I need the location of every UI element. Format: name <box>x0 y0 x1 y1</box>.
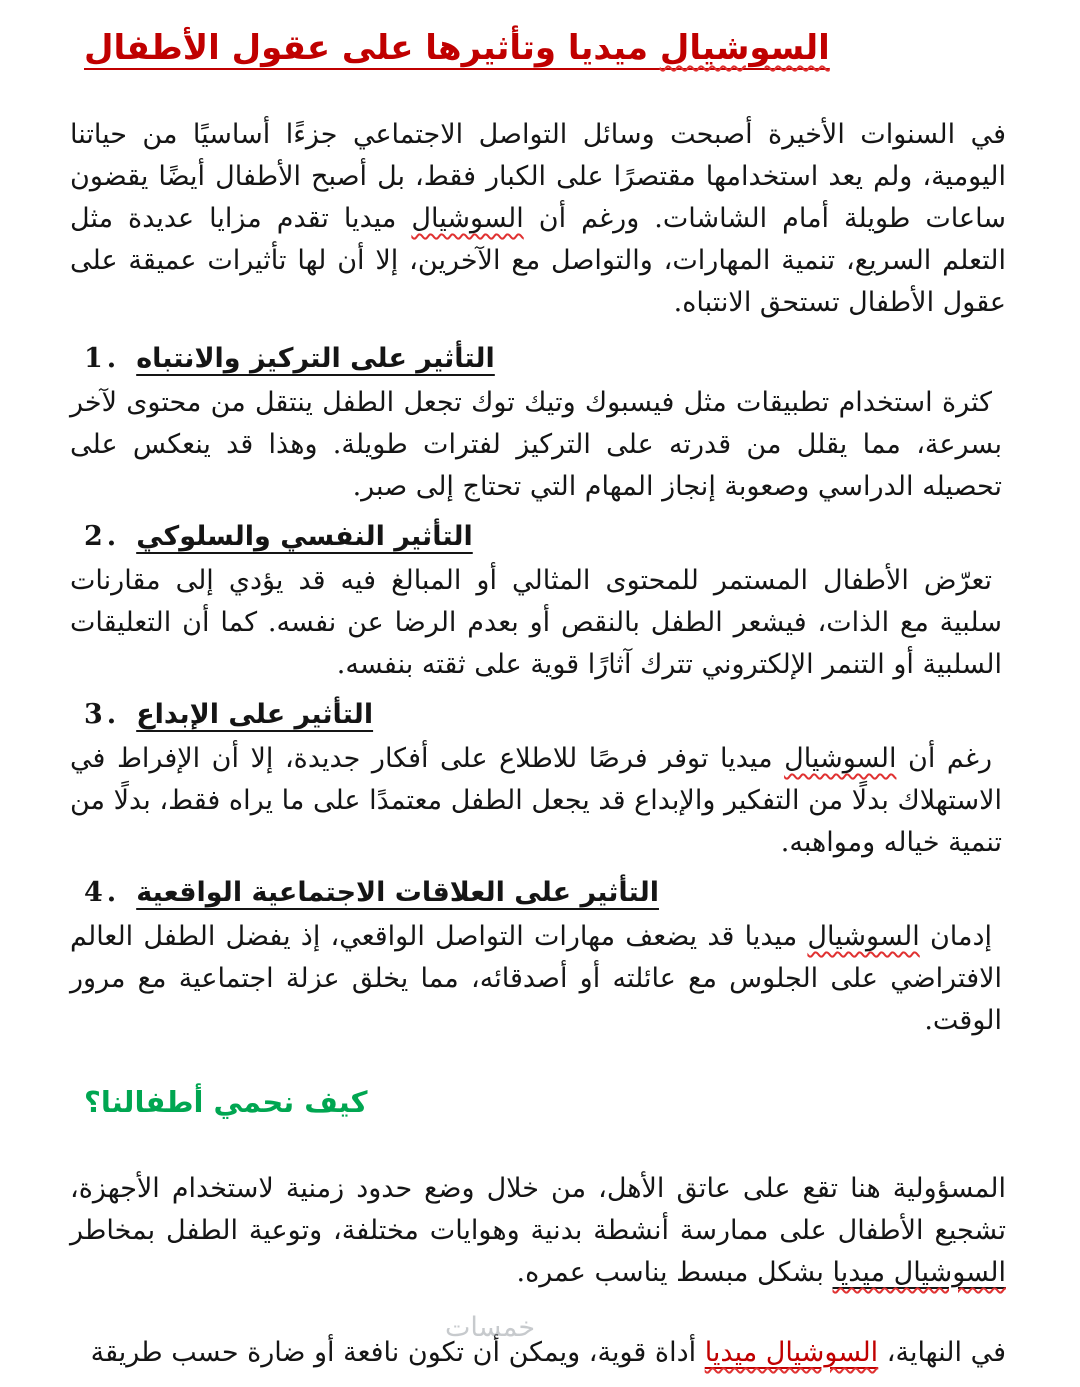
item-number: 4. <box>84 877 121 909</box>
protect-section-heading: كيف نحمي أطفالنا؟ <box>84 1085 368 1120</box>
item-title: التأثير على الإبداع <box>136 699 374 731</box>
social-media-term-underlined: السوشيال ميديا <box>832 1256 1006 1288</box>
item-body <box>70 916 1006 1042</box>
protect-text-before: المسؤولية هنا تقع على عاتق الأهل، من خلال وضع حدود زمنية لاستخدام الأجهزة، تشجيع الأطفال على ممارسة أنشطة بدنية وهوايات مختلفة، وتوعية الطفل بمخاطر <box>70 1172 1006 1246</box>
closing-text-before: في النهاية، <box>878 1336 1006 1368</box>
list-item-3 <box>70 694 1006 864</box>
protect-paragraph <box>70 1168 1006 1294</box>
document-title <box>84 26 1006 70</box>
item-heading-row <box>84 694 1006 736</box>
intro-paragraph <box>70 114 1006 324</box>
item-heading-row <box>84 338 1006 380</box>
title-social-media-term: السوشيال <box>659 28 830 68</box>
item-number: 1. <box>84 343 121 375</box>
item-heading-row <box>84 872 1006 914</box>
list-item-2 <box>70 516 1006 686</box>
title-rest: ميديا وتأثيرها على عقول الأطفال <box>84 28 660 68</box>
list-item-1 <box>70 338 1006 508</box>
item-body-text: رغم أن <box>896 743 992 775</box>
item-number: 3. <box>84 699 121 731</box>
item-title: التأثير النفسي والسلوكي <box>136 521 473 553</box>
social-media-term: السوشيال <box>411 203 524 235</box>
item-number: 2. <box>84 521 121 553</box>
protect-text-after: بشكل مبسط يناسب عمره. <box>516 1256 833 1288</box>
intro-text-after: ميديا تقدم مزايا عديدة مثل التعلم السريع، تنمية المهارات، والتواصل مع الآخرين، إلا أن لها تأثيرات عميقة على عقول الأطفال تستحق الانتباه. <box>70 203 1006 319</box>
item-body <box>70 382 1006 508</box>
item-body <box>70 560 1006 686</box>
item-body <box>70 738 1006 864</box>
item-body-text: كثرة استخدام تطبيقات مثل فيسبوك وتيك توك تجعل الطفل ينتقل من محتوى لآخر بسرعة، مما يقلل من قدرته على التركيز لفترات طويلة. وهذا قد ينعكس على تحصيله الدراسي وصعوبة إنجاز المهام التي تحتاج إلى صبر. <box>70 387 1002 503</box>
intro-text-before: في السنوات الأخيرة أصبحت وسائل التواصل الاجتماعي جزءًا أساسيًا من حياتنا اليومية، ولم يعد استخدامها مقتصرًا على الكبار فقط، بل أصبح الأطفال أيضًا يقضون ساعات طويلة أمام الشاشات. ورغم أن <box>70 119 1006 235</box>
social-media-term: السوشيال <box>784 743 897 775</box>
item-body-text-after: ميديا توفر فرصًا للاطلاع على أفكار جديدة، إلا أن الإفراط في الاستهلاك بدلًا من التفكير والإبداع قد يجعل الطفل معتمدًا على ما يراه فقط، بدلًا من تنمية خياله ومواهبه. <box>70 743 1002 859</box>
social-media-term-red: السوشيال ميديا <box>704 1336 879 1368</box>
closing-text-after: أداة قوية، ويمكن أن تكون نافعة أو ضارة حسب طريقة <box>90 1336 705 1368</box>
item-title: التأثير على التركيز والانتباه <box>136 343 495 375</box>
item-body-text: تعرّض الأطفال المستمر للمحتوى المثالي أو المبالغ فيه قد يؤدي إلى مقارنات سلبية مع الذات، فيشعر الطفل بالنقص أو بعدم الرضا عن نفسه. كما أن التعليقات السلبية أو التنمر الإلكتروني تترك آثارًا قوية على ثقته بنفسه. <box>70 565 1002 681</box>
item-body-text-after: ميديا قد يضعف مهارات التواصل الواقعي، إذ يفضل الطفل العالم الافتراضي على الجلوس مع عائلته أو أصدقائه، مما يخلق عزلة اجتماعية مع مرور الوقت. <box>70 921 1002 1037</box>
effects-list <box>70 338 1006 1042</box>
khamsat-watermark: خمسات <box>445 1312 536 1343</box>
closing-paragraph <box>70 1332 1006 1374</box>
item-heading-row <box>84 516 1006 558</box>
social-media-term: السوشيال <box>807 921 920 953</box>
list-item-4 <box>70 872 1006 1042</box>
item-body-text: إدمان <box>919 921 993 953</box>
item-title: التأثير على العلاقات الاجتماعية الواقعية <box>136 877 659 909</box>
